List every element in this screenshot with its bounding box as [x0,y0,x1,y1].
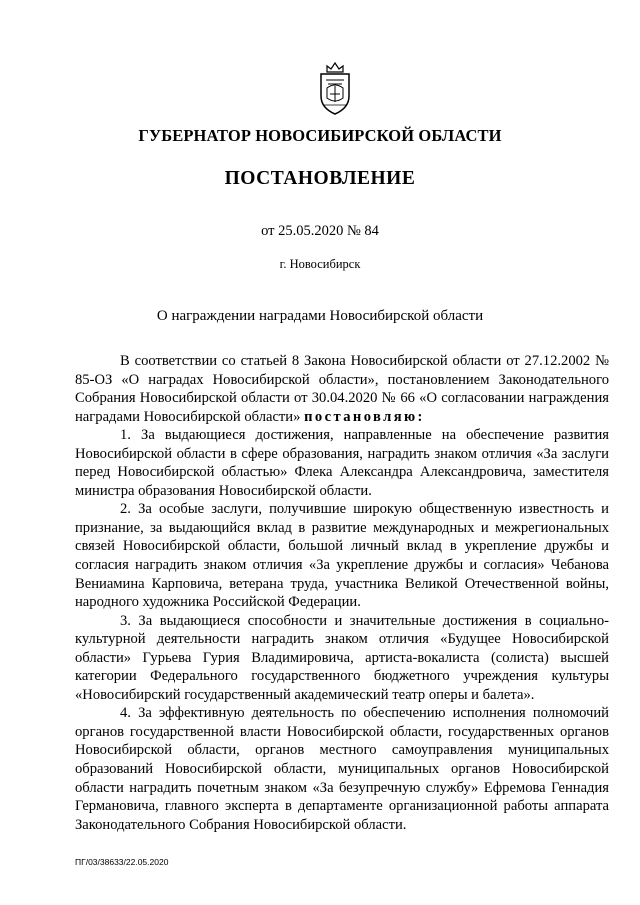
document-type: ПОСТАНОВЛЕНИЕ [224,168,416,189]
document-body [75,352,609,834]
preamble-paragraph [75,352,609,426]
award-item-1: 1. За выдающиеся достижения, направленные на обеспечение развития Новосибирской области в сфере образования, наградить знаком отличия «За заслуги перед Новосибирской областью» Флека Александра Александровича, заместителя министра образования Новосибирской области. [75,427,609,499]
document-city: г. Новосибирск [279,257,361,271]
document-dateline: от 25.05.2020 № 84 [261,223,379,239]
coat-of-arms-icon [315,58,355,118]
authority-title: ГУБЕРНАТОР НОВОСИБИРСКОЙ ОБЛАСТИ [138,126,502,145]
document-subject: О награждении наградами Новосибирской области [156,308,484,324]
document-footer-code: ПГ/03/38633/22.05.2020 [75,857,169,867]
award-item-3: 3. За выдающиеся способности и значительные достижения в социально-культурной деятельности наградить знаком отличия «Будущее Новосибирской области» Гурьева Гурия Владимировича, артиста-вокалиста (солиста) высшей категории Федерального государственного бюджетного учреждения культуры «Новосибирский государственный академический театр оперы и балета». [75,612,609,703]
preamble-text: В соответствии со статьей 8 Закона Новосибирской области от 27.12.2002 № 85-ОЗ «О наградах Новосибирской области», постановлением Законодательного Собрания Новосибирской области от 30.04.2020 № 66 «О согласовании награждения наградами Новосибирской области» [75,353,609,425]
award-item-4: 4. За эффективную деятельность по обеспечению исполнения полномочий органов государственной власти Новосибирской области, государственных органов Новосибирской области, органов местного самоуправления муниципальных образований Новосибирской области, муниципальных органов Новосибирской области наградить почетным знаком «За безупречную службу» Ефремова Геннадия Германовича, главного эксперта в департаменте организационной работы аппарата Законодательного Собрания Новосибирской области. [75,705,609,833]
award-item-2: 2. За особые заслуги, получившие широкую общественную известность и признание, за выдающийся вклад в развитие международных и межрегиональных связей Новосибирской области, большой личный вклад в укрепление дружбы и согласия наградить знаком отличия «За укрепление дружбы и согласия» Чебанова Вениамина Карповича, ветерана труда, участника Великой Отечественной войны, народного художника Российской Федерации. [75,501,609,611]
decree-word: постановляю: [304,408,425,425]
